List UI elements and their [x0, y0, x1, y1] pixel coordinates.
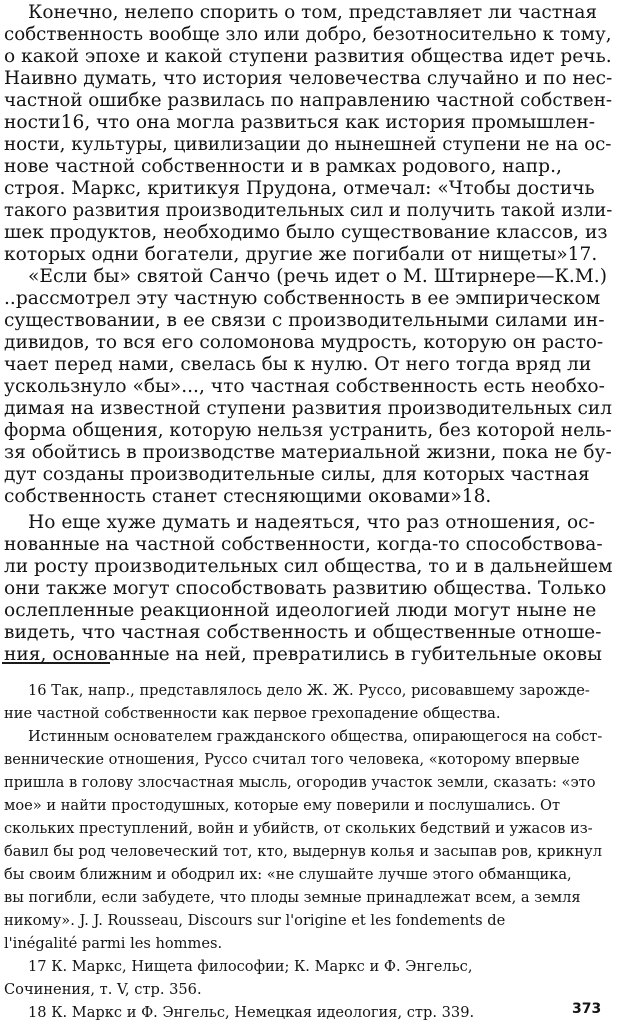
body-line: ослепленные реакционной идеологией люди могут ныне не [4, 600, 597, 621]
body-line: частной ошибке развилась по направлению частной собствен- [4, 90, 613, 111]
body-line: «Если бы» святой Санчо (речь идет о М. Штирнере—К.М.) [28, 266, 607, 287]
footnote-divider [2, 662, 110, 664]
body-line: строя. Маркс, критикуя Прудона, отмечал: «Чтобы достичь [4, 178, 595, 199]
body-line: собственность вообще зло или добро, безотносительно к тому, [4, 24, 612, 45]
body-line: ли росту производительных сил общества, то и в дальнейшем [4, 556, 613, 577]
body-line: ности, культуры, цивилизации до нынешней ступени не на ос- [4, 134, 612, 155]
body-line: Наивно думать, что история человечества случайно и по нес- [4, 68, 613, 89]
page-number: 373 [572, 1001, 602, 1017]
footnote-line: мое» и найти простодушных, которые ему поверили и послушались. От [4, 797, 561, 814]
footnote-line: пришла в голову злосчастная мысль, огородив участок земли, сказать: «это [4, 774, 596, 791]
body-line: чает перед нами, свелась бы к нулю. От него тогда вряд ли [4, 354, 592, 375]
body-line: димая на известной ступени развития производительных сил [4, 398, 613, 419]
body-line: ..рассмотрел эту частную собственность в ее эмпирическом [4, 288, 601, 309]
footnote-line: 16 Так, напр., представлялось дело Ж. Ж. Руссо, рисовавшему зарожде- [28, 682, 590, 699]
body-line: ности16, что она могла развиться как история промышлен- [4, 112, 596, 133]
body-line: которых одни богатели, другие же погибали от нищеты»17. [4, 244, 598, 265]
footnote-line: бавил бы род человеческий тот, кто, выдернув колья и засыпав ров, крикнул [4, 843, 603, 860]
body-line: шек продуктов, необходимо было существование классов, из [4, 222, 608, 243]
body-line: такого развития производительных сил и получить такой изли- [4, 200, 613, 221]
body-line: ния, основанные на ней, превратились в губительные оковы [4, 644, 602, 665]
body-line: Конечно, нелепо спорить о том, представляет ли частная [28, 2, 598, 23]
footnote-line: l'inégalité parmi les hommes. [4, 935, 223, 952]
body-line: нованные на частной собственности, когда-то способствова- [4, 534, 603, 555]
body-line: зя обойтись в производстве материальной жизни, пока не бу- [4, 442, 612, 463]
body-line: они также могут способствовать развитию общества. Только [4, 578, 607, 599]
body-line: дут созданы производительные силы, для которых частная [4, 464, 590, 485]
footnote-line: Сочинения, т. V, стр. 356. [4, 981, 202, 998]
body-line: Но еще хуже думать и надеяться, что раз отношения, ос- [28, 512, 595, 533]
footnote-line: никому». J. J. Rousseau, Discours sur l'origine et les fondements de [4, 912, 506, 929]
body-line: о какой эпохе и какой ступени развития общества идет речь. [4, 46, 612, 67]
body-line: видеть, что частная собственность и общественные отноше- [4, 622, 602, 643]
footnote-line: 18 К. Маркс и Ф. Энгельс, Немецкая идеология, стр. 339. [28, 1004, 475, 1021]
body-line: форма общения, которую нельзя устранить, без которой нель- [4, 420, 612, 441]
body-line: существовании, в ее связи с производительными силами ин- [4, 310, 605, 331]
footnote-line: веннические отношения, Руссо считал того человека, «которому впервые [4, 751, 580, 768]
footnote-line: скольких преступлений, войн и убийств, от скольких бедствий и ужасов из- [4, 820, 593, 837]
footnote-line: 17 К. Маркс, Нищета философии; К. Маркс и Ф. Энгельс, [28, 958, 473, 975]
body-line: ускользнуло «бы»..., что частная собственность есть необхо- [4, 376, 605, 397]
footnote-line: Истинным основателем гражданского общества, опирающегося на собст- [28, 728, 603, 745]
footnote-line: ние частной собственности как первое грехопадение общества. [4, 705, 501, 722]
body-line: дивидов, то вся его соломонова мудрость, которую он расто- [4, 332, 604, 353]
footnote-line: бы своим ближним и ободрил их: «не слушайте лучше этого обманщика, [4, 866, 572, 883]
body-line: собственность станет стесняющими оковами»18. [4, 486, 492, 507]
body-line: нове частной собственности и в рамках родового, напр., [4, 156, 562, 177]
footnote-line: вы погибли, если забудете, что плоды земные принадлежат всем, а земля [4, 889, 581, 906]
